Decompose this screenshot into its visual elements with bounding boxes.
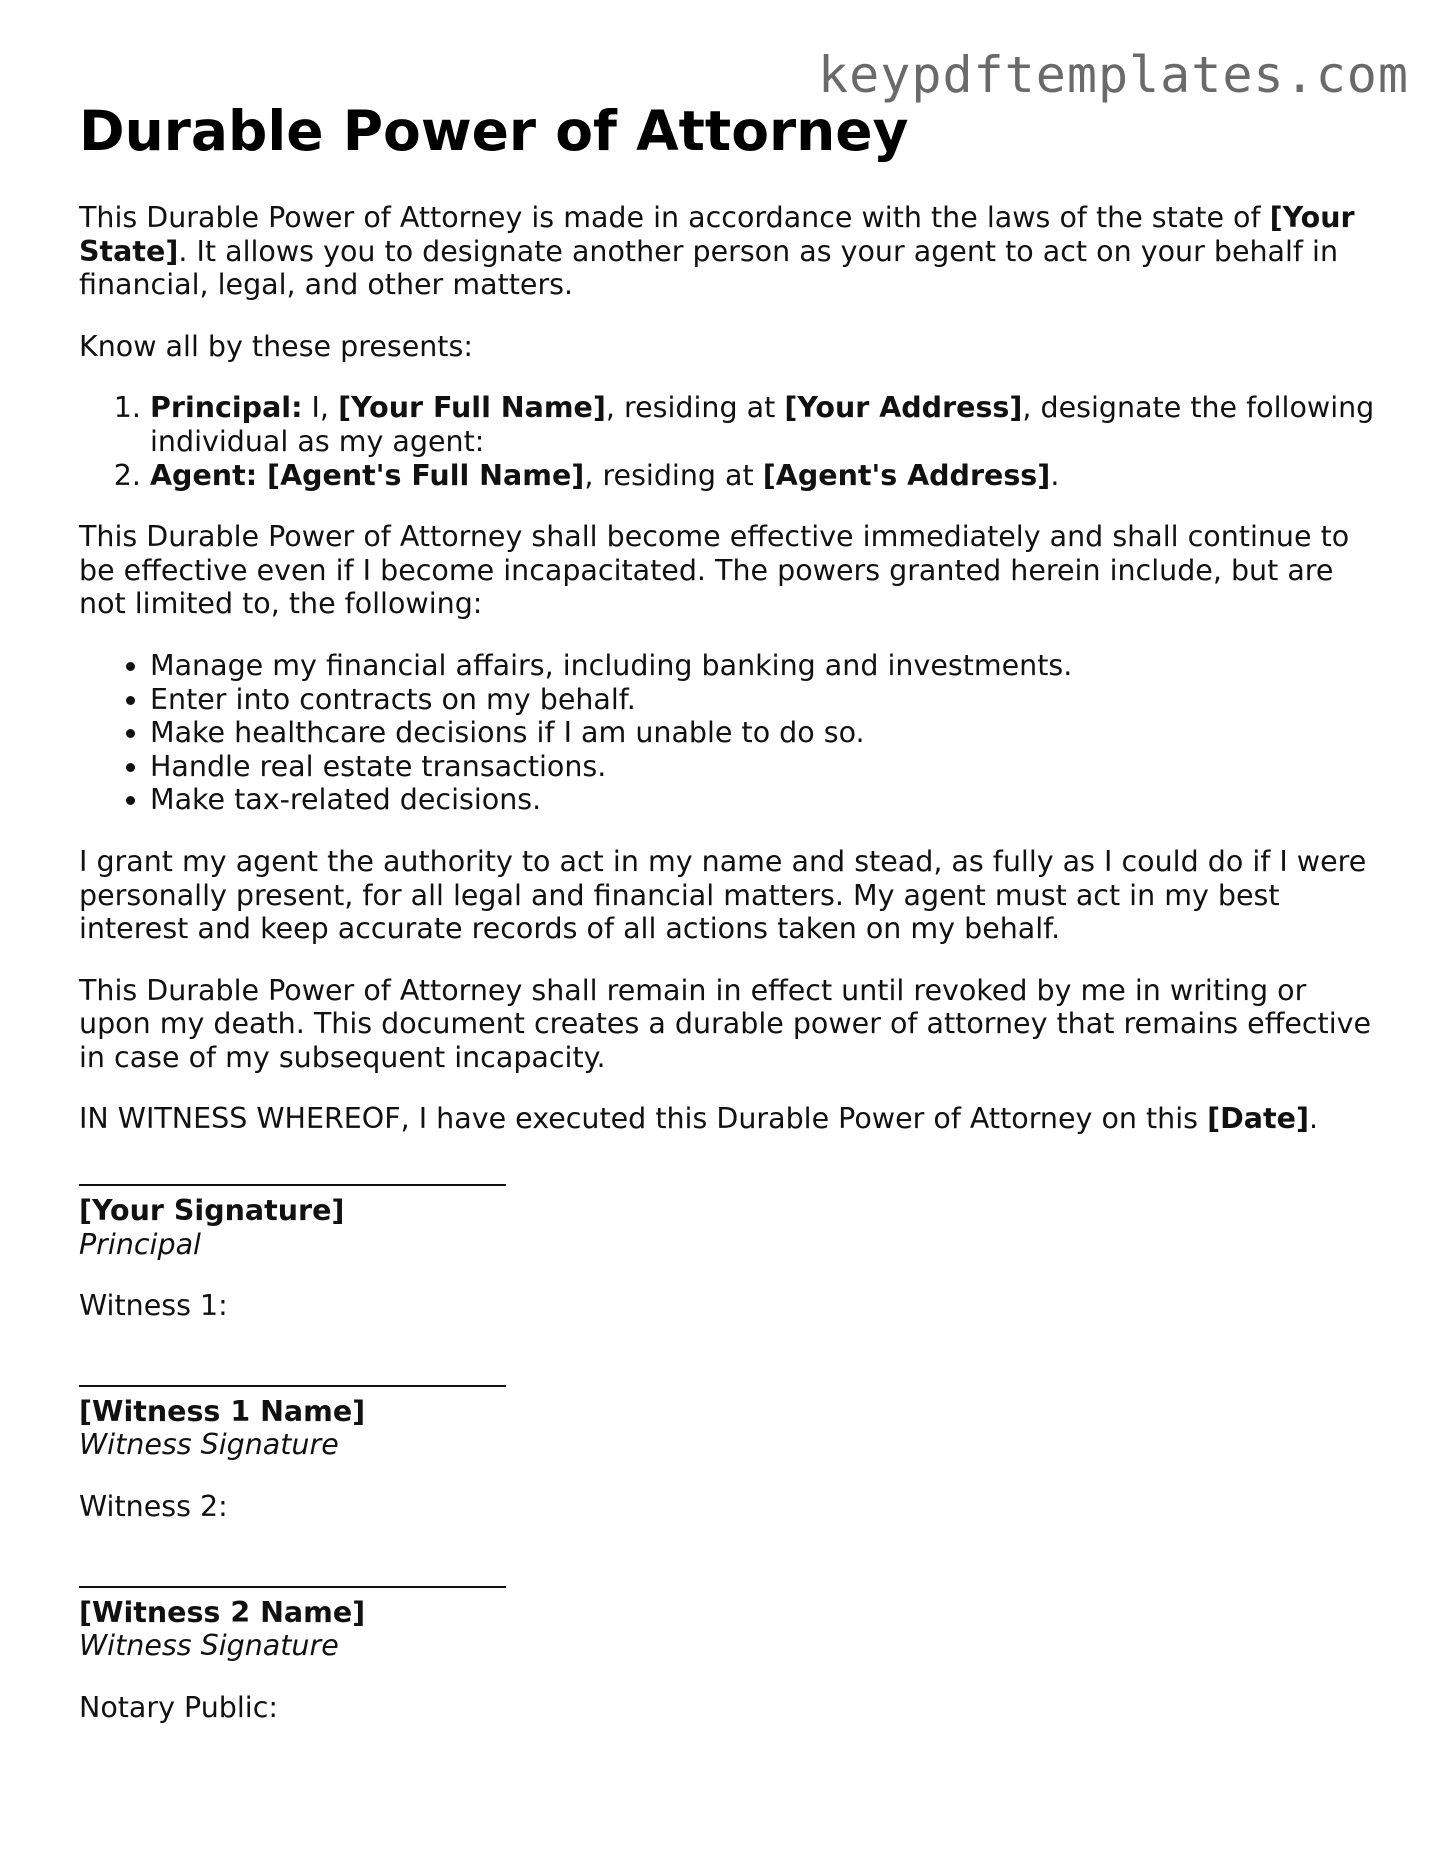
witness-1-signature-block [79,1385,1379,1462]
witness-1-label: Witness 1: [79,1289,228,1323]
agent-address-placeholder: [Agent's Address] [762,458,1051,492]
intro-text-pre: This Durable Power of Attorney is made in accordance with the laws of the state of [79,201,1270,234]
witness-2-name: [Witness 2 Name] [79,1595,366,1629]
authority-paragraph: I grant my agent the authority to act in my name and stead, as fully as I could do if I were personally present, for all legal and financial matters. My agent must act in my best interest and keep accurate records of all actions taken on my behalf. [79,844,1367,946]
parties-list [79,391,1379,492]
witness-2-signature-line[interactable] [79,1586,506,1588]
principal-label: Principal: [150,391,303,425]
witness-1-role: Witness Signature [79,1428,339,1462]
power-item: • Manage my financial affairs, including banking and investments. [150,649,1379,683]
effective-paragraph: This Durable Power of Attorney shall become effective immediately and shall continue to be effective even if I become incapacitated. The powers granted herein include, but are not limited to, the following: [79,520,1350,621]
know-all-line: Know all by these presents: [79,329,473,363]
watermark: keypdftemplates.com [818,46,1409,104]
agent-label: Agent: [150,458,258,492]
document-page [79,98,1379,1752]
power-item: • Handle real estate transactions. [150,750,1379,784]
revocation-paragraph: This Durable Power of Attorney shall remain in effect until revoked by me in writing or upon my death. This document creates a durable power of attorney that remains effective in case of my subsequent incapacity. [79,973,1372,1074]
agent-text-2: , residing at [584,458,763,492]
agent-item [150,459,1379,493]
witness-1-signature-line[interactable] [79,1385,506,1387]
witness-2-signature-block [79,1586,1379,1663]
principal-text-3: , designate the following individual as my agent: [150,391,1375,458]
date-placeholder: [Date] [1207,1102,1309,1136]
document-title: Durable Power of Attorney [79,99,909,163]
witness-2-role: Witness Signature [79,1629,339,1663]
power-item: • Enter into contracts on my behalf. [150,683,1379,717]
witness-whereof-paragraph [79,1102,1379,1136]
agent-text-3: . [1050,458,1060,492]
principal-signature-block [79,1184,1379,1261]
agent-name-placeholder: [Agent's Full Name] [267,458,585,492]
principal-item [150,391,1379,458]
principal-name-placeholder: [Your Full Name] [338,391,606,425]
principal-text-1: I, [302,391,339,425]
state-placeholder: [Your State] [79,201,1355,268]
agent-text-1 [257,459,267,492]
power-item: • Make tax-related decisions. [150,783,1379,817]
principal-address-placeholder: [Your Address] [784,391,1023,425]
intro-text-post: . It allows you to designate another person as your agent to act on your behalf in financial, legal, and other matters. [79,234,1339,302]
principal-text-2: , residing at [605,391,785,425]
witness-whereof-pre: IN WITNESS WHEREOF, I have executed this Durable Power of Attorney on this [79,1102,1208,1136]
witness-2-label: Witness 2: [79,1490,228,1524]
principal-signature-role: Principal [79,1227,201,1261]
powers-list [79,649,1379,817]
witness-whereof-post: . [1308,1102,1319,1136]
power-item: • Make healthcare decisions if I am unable to do so. [150,716,1379,750]
notary-public-label: Notary Public: [79,1690,278,1724]
intro-paragraph [79,201,1379,302]
witness-1-name: [Witness 1 Name] [79,1394,366,1428]
principal-signature-line[interactable] [79,1184,506,1186]
principal-signature-name: [Your Signature] [79,1194,345,1228]
